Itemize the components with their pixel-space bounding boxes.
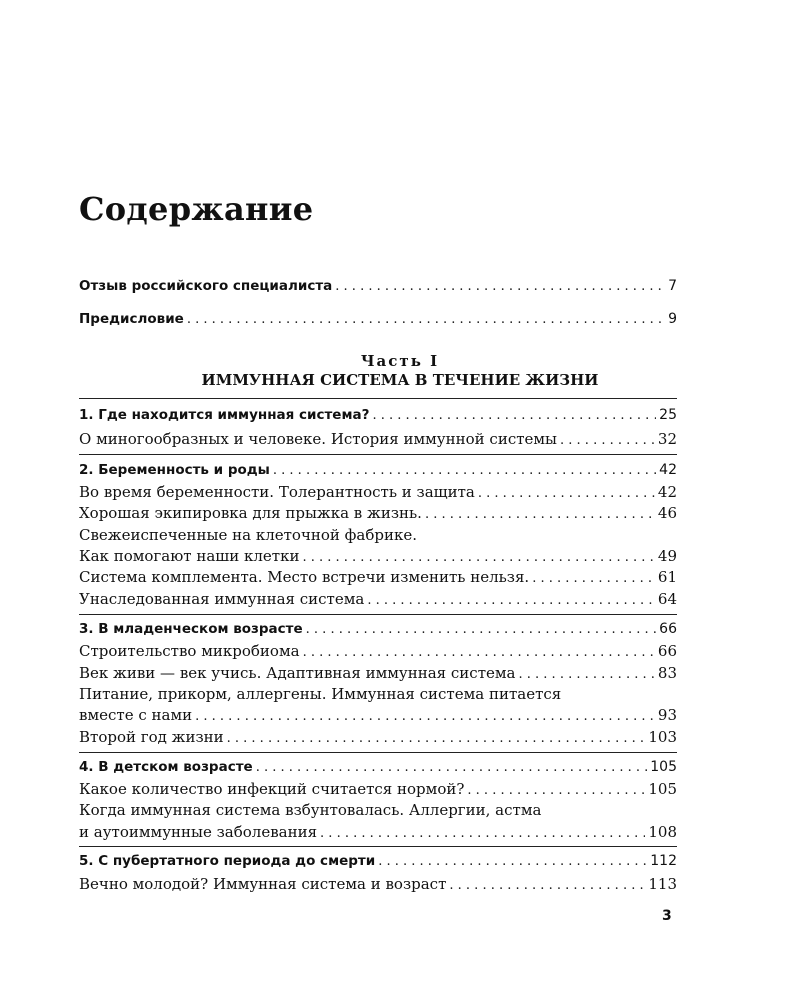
section-divider — [79, 752, 677, 753]
toc-leader-dots — [306, 619, 657, 640]
toc-page-number: 108 — [648, 823, 677, 841]
chapter-heading — [79, 405, 677, 426]
toc-entry-text: 1. Где находится иммунная система? — [79, 407, 370, 423]
toc-leader-dots — [560, 429, 655, 451]
chapter-heading — [79, 460, 677, 481]
toc-entry-text: 4. В детском возрасте — [79, 759, 253, 775]
toc-page-number: 112 — [650, 853, 677, 869]
toc-page-number: 42 — [657, 483, 677, 501]
toc-entry-text: Отзыв российского специалиста — [79, 278, 333, 294]
section-divider — [79, 846, 677, 847]
toc-entry — [79, 546, 677, 568]
toc-entry-first-line: Питание, прикорм, аллергены. Иммунная система питается — [79, 685, 562, 703]
toc-page-number: 7 — [668, 278, 677, 294]
toc-page-number: 105 — [648, 780, 677, 798]
toc-page-number: 113 — [648, 875, 677, 893]
toc-leader-dots — [425, 503, 655, 525]
toc-page-number: 64 — [657, 590, 677, 608]
toc-entry-text: 3. В младенческом возрасте — [79, 621, 303, 637]
toc-entry-text: Вечно молодой? Иммунная система и возраст — [79, 875, 447, 893]
toc-leader-dots — [256, 757, 648, 778]
toc-entry-text: Унаследованная иммунная система — [79, 590, 365, 608]
part-title: ИММУННАЯ СИСТЕМА В ТЕЧЕНИЕ ЖИЗНИ — [201, 371, 599, 389]
toc-entry-text: Во время беременности. Толерантность и защита — [79, 483, 475, 501]
toc-entry-text: 2. Беременность и роды — [79, 462, 270, 478]
toc-entry — [79, 874, 677, 896]
toc-entry-text: Второй год жизни — [79, 728, 224, 746]
toc-leader-dots — [478, 482, 655, 504]
toc-entry-text: Хорошая экипировка для прыжка в жизнь. — [79, 504, 422, 522]
toc-entry-text: Система комплемента. Место встречи изменить нельзя. — [79, 568, 530, 586]
toc-entry — [79, 822, 677, 844]
toc-leader-dots — [378, 851, 647, 872]
section-divider — [79, 614, 677, 615]
toc-entry-text: О миногообразных и человеке. История иммунной системы — [79, 430, 558, 448]
toc-entry — [79, 727, 677, 749]
toc-page-number: 103 — [648, 728, 677, 746]
toc-leader-dots — [227, 727, 646, 749]
toc-entry-text: Век живи — век учись. Адаптивная иммунная система — [79, 664, 516, 682]
toc-page-number: 49 — [657, 547, 677, 565]
toc-page-number: 32 — [657, 430, 677, 448]
toc-entry-review — [79, 276, 677, 297]
toc-page-number: 46 — [657, 504, 677, 522]
toc-leader-dots — [303, 641, 655, 663]
page-title: Содержание — [79, 190, 314, 228]
toc-entry — [79, 567, 677, 589]
part-label: Часть I — [360, 352, 440, 370]
toc-entry-text: Как помогают наши клетки — [79, 547, 300, 565]
section-divider — [79, 398, 677, 399]
toc-leader-dots — [187, 309, 665, 330]
toc-entry — [79, 663, 677, 685]
toc-leader-dots — [273, 460, 656, 481]
toc-leader-dots — [195, 705, 655, 727]
toc-leader-dots — [302, 546, 654, 568]
toc-entry-text: Строительство микробиома — [79, 642, 300, 660]
toc-page-number: 9 — [668, 311, 677, 327]
toc-entry-text: вместе с нами — [79, 706, 193, 724]
toc-entry-first-line: Когда иммунная система взбунтовалась. Аллергии, астма — [79, 801, 542, 819]
toc-entry — [79, 705, 677, 727]
toc-entry — [79, 779, 677, 801]
toc-leader-dots — [519, 663, 655, 685]
section-divider — [79, 454, 677, 455]
chapter-heading — [79, 757, 677, 778]
toc-leader-dots — [372, 405, 656, 426]
toc-leader-dots — [467, 779, 645, 801]
page-number: 3 — [662, 908, 672, 924]
toc-entry — [79, 482, 677, 504]
toc-entry — [79, 641, 677, 663]
toc-entry — [79, 429, 677, 451]
toc-leader-dots — [335, 276, 665, 297]
toc-page-number: 66 — [657, 642, 677, 660]
toc-entry-first-line: Свежеиспеченные на клеточной фабрике. — [79, 526, 417, 544]
toc-entry-text: Предисловие — [79, 311, 184, 327]
toc-page-number: 83 — [657, 664, 677, 682]
toc-entry-text: и аутоиммунные заболевания — [79, 823, 318, 841]
toc-entry — [79, 589, 677, 611]
toc-page-number: 93 — [657, 706, 677, 724]
chapter-heading — [79, 851, 677, 872]
toc-entry-text: Какое количество инфекций считается нормой? — [79, 780, 465, 798]
toc-page-number: 105 — [650, 759, 677, 775]
toc-entry-preface — [79, 309, 677, 330]
toc-page-number: 42 — [659, 462, 677, 478]
toc-entry — [79, 503, 677, 525]
toc-entry-text: 5. С пубертатного периода до смерти — [79, 853, 376, 869]
chapter-heading — [79, 619, 677, 640]
toc-page-number: 25 — [659, 407, 677, 423]
toc-leader-dots — [532, 567, 655, 589]
toc-leader-dots — [320, 822, 645, 844]
toc-leader-dots — [449, 874, 645, 896]
toc-page-number: 66 — [659, 621, 677, 637]
toc-page-number: 61 — [657, 568, 677, 586]
toc-leader-dots — [367, 589, 655, 611]
